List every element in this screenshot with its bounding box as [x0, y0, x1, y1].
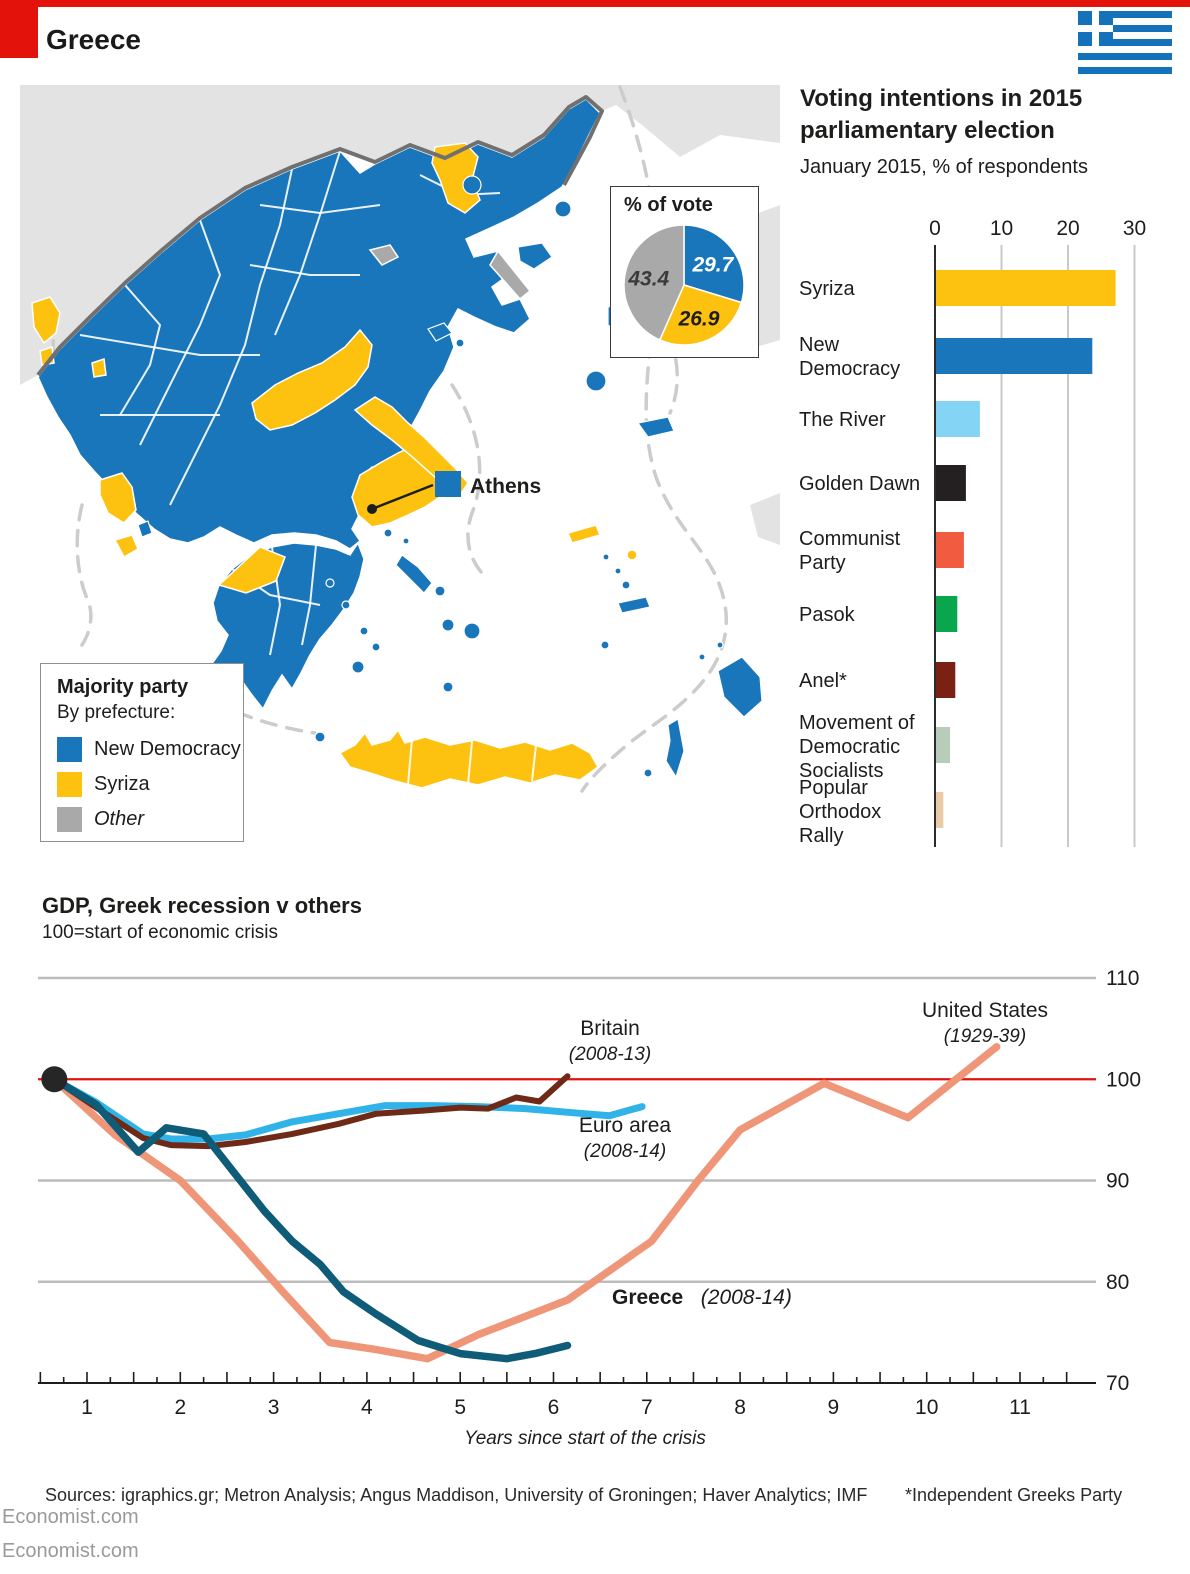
gdp-chart-subtitle: 100=start of economic crisis — [42, 922, 279, 943]
bar-label-line: Orthodox — [799, 801, 882, 823]
page-title: Greece — [46, 24, 141, 55]
bar-movement of-democratic-socialists — [936, 727, 950, 763]
series-label-euro-area: Euro area (2008-14) — [578, 1114, 672, 1162]
bar-label-line: Movement of — [799, 712, 915, 734]
y-tick-110: 110 — [1106, 967, 1140, 990]
bar-communist-party — [936, 532, 964, 568]
legend-item-other: Other — [57, 806, 144, 832]
new-democracy-swatch — [57, 737, 82, 762]
bar-new-democracy — [936, 338, 1092, 374]
maritime-dash-ionian — [77, 505, 91, 645]
bar-axis-tick-20: 20 — [1056, 217, 1080, 240]
x-tick-5: 5 — [454, 1396, 467, 1419]
legend-item-new-democracy: New Democracy — [57, 736, 241, 762]
athens-marker-square — [435, 471, 461, 497]
pie-value-2: 43.4 — [628, 267, 670, 291]
neighbor-land-turkey-2 — [750, 493, 780, 545]
series-label-britain: Britain (2008-13) — [568, 1017, 652, 1065]
pie-title: % of vote — [624, 194, 713, 216]
bar-chart-title-line1: Voting intentions in 2015 — [800, 85, 1083, 112]
bar-label-line: Anel* — [799, 670, 847, 692]
bar-label-line: Golden Dawn — [799, 473, 921, 495]
bar-axis-tick-30: 30 — [1122, 217, 1147, 240]
x-tick-10: 10 — [915, 1396, 939, 1419]
x-tick-3: 3 — [267, 1396, 280, 1419]
bar-chart-subtitle: January 2015, % of respondents — [800, 156, 1088, 178]
bar-chart-title-line2: parliamentary election — [800, 117, 1055, 144]
bar-golden dawn — [936, 465, 966, 501]
x-tick-9: 9 — [827, 1396, 840, 1419]
sources-text: Sources: igraphics.gr; Metron Analysis; Angus Maddison, University of Groningen; Haver Analytics; IMF — [45, 1485, 868, 1505]
legend-subtitle: By prefecture: — [57, 702, 176, 723]
legend-title: Majority party — [57, 676, 189, 698]
bar-label-line: Socialists — [799, 760, 884, 782]
series-label-greece: Greece (2008-14) — [612, 1286, 792, 1309]
bar-the river — [936, 401, 980, 437]
x-tick-8: 8 — [734, 1396, 746, 1419]
bar-axis-tick-10: 10 — [989, 217, 1014, 240]
x-axis-label: Years since start of the crisis — [464, 1428, 706, 1449]
x-tick-6: 6 — [547, 1396, 560, 1419]
bar-label-line: Democratic — [799, 736, 901, 758]
y-tick-80: 80 — [1106, 1270, 1130, 1294]
bar-label-line: Popular — [799, 777, 868, 799]
crisis-start-dot — [41, 1066, 67, 1092]
line-britain — [54, 1076, 567, 1146]
pie-value-1: 26.9 — [678, 307, 720, 331]
bar-label-line: Rally — [799, 825, 844, 847]
bar-label-line: Democracy — [799, 358, 901, 380]
gdp-chart-title: GDP, Greek recession v others — [42, 893, 362, 918]
x-tick-1: 1 — [81, 1396, 93, 1419]
bar-pasok — [936, 596, 957, 632]
greece-flag-icon — [1078, 11, 1173, 75]
bar-label-line: Pasok — [799, 604, 855, 626]
y-tick-100: 100 — [1106, 1068, 1142, 1092]
voting-intentions-bar-chart — [795, 213, 1175, 868]
legend-item-syriza: Syriza — [57, 771, 150, 797]
bar-axis-tick-0: 0 — [929, 217, 941, 240]
pie-value-0: 29.7 — [692, 253, 734, 277]
map-legend — [40, 663, 244, 842]
x-tick-11: 11 — [1009, 1396, 1031, 1419]
athens-label: Athens — [470, 475, 542, 498]
red-accent-block — [0, 0, 38, 58]
bar-label-line: Party — [799, 552, 846, 574]
bar-label-line: The River — [799, 409, 886, 431]
athens-dot — [367, 504, 377, 514]
pie-panel — [610, 186, 759, 358]
y-tick-90: 90 — [1106, 1169, 1130, 1193]
top-red-bar — [0, 0, 1190, 7]
bar-anel* — [936, 662, 955, 698]
line-united-states — [54, 1047, 996, 1359]
bar-syriza — [936, 270, 1116, 306]
syriza-swatch — [57, 772, 82, 797]
bar-popular-orthodox-rally — [936, 792, 943, 828]
x-tick-2: 2 — [174, 1396, 187, 1419]
x-tick-7: 7 — [640, 1396, 653, 1419]
other-swatch — [57, 807, 82, 832]
economist-link-2[interactable]: Economist.com — [2, 1540, 139, 1562]
bar-label-line: Communist — [799, 528, 901, 550]
vote-share-pie-chart — [611, 221, 757, 353]
bar-label-line: Syriza — [799, 278, 855, 300]
footnote-text: *Independent Greeks Party — [905, 1485, 1123, 1505]
economist-link-1[interactable]: Economist.com — [2, 1506, 139, 1528]
y-tick-70: 70 — [1106, 1372, 1130, 1395]
bar-label-line: New — [799, 334, 840, 356]
x-tick-4: 4 — [361, 1396, 373, 1419]
series-label-united-states: United States (1929-39) — [921, 999, 1049, 1047]
